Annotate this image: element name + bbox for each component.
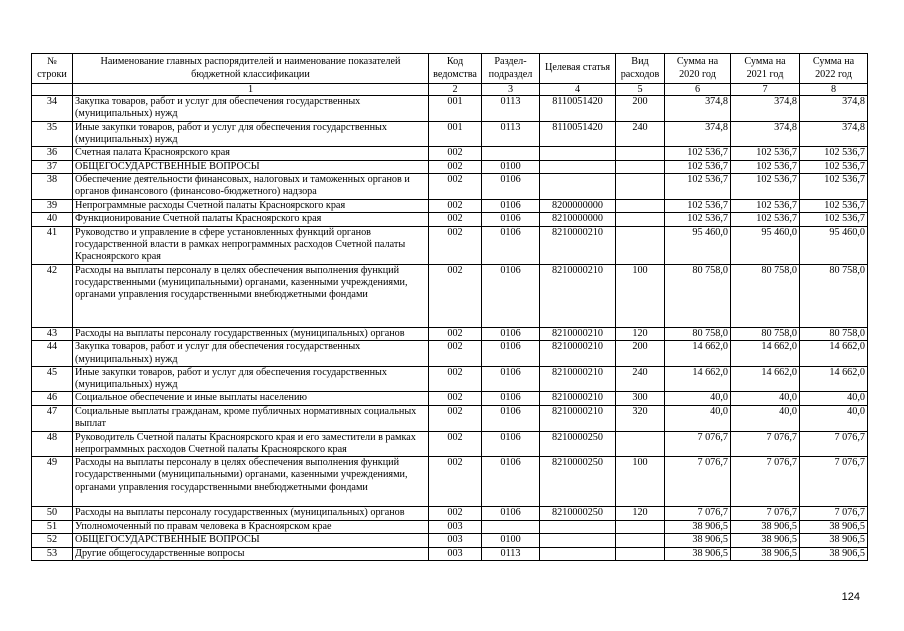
table-row	[32, 174, 868, 200]
sum-2022: 95 460,0	[800, 226, 868, 264]
expense-type	[616, 160, 665, 174]
sum-2021: 374,8	[731, 96, 800, 122]
sum-2022: 102 536,7	[800, 199, 868, 213]
department-code: 002	[429, 226, 482, 264]
section-code: 0113	[482, 547, 540, 561]
table-row	[32, 264, 868, 327]
section-code: 0106	[482, 213, 540, 227]
section-code: 0106	[482, 327, 540, 341]
department-code: 001	[429, 96, 482, 122]
header-expense-type: Вид расходов	[616, 54, 665, 84]
target-item: 8210000000	[540, 213, 616, 227]
table-row	[32, 457, 868, 507]
row-number: 36	[32, 147, 73, 161]
row-name: Расходы на выплаты персоналу государственных (муниципальных) органов	[73, 507, 429, 521]
sum-2021: 38 906,5	[731, 547, 800, 561]
row-name: Расходы на выплаты персоналу в целях обеспечения выполнения функций государственными (муниципальными) органами, казенными учреждениями, органами управления государственными внебюджетными фондами	[73, 264, 429, 327]
row-name: Иные закупки товаров, работ и услуг для обеспечения государственных (муниципальных) нужд	[73, 121, 429, 147]
header-section: Раздел-подраздел	[482, 54, 540, 84]
target-item: 8210000210	[540, 327, 616, 341]
target-item: 8210000250	[540, 431, 616, 457]
department-code: 002	[429, 264, 482, 327]
row-name: Функционирование Счетной палаты Красноярского края	[73, 213, 429, 227]
row-number: 34	[32, 96, 73, 122]
section-code: 0106	[482, 392, 540, 406]
table-row	[32, 199, 868, 213]
table-row	[32, 96, 868, 122]
section-code: 0106	[482, 341, 540, 367]
row-number: 50	[32, 507, 73, 521]
sum-2021: 7 076,7	[731, 507, 800, 521]
column-number: 3	[482, 84, 540, 96]
expense-type	[616, 431, 665, 457]
department-code: 003	[429, 534, 482, 548]
sum-2022: 102 536,7	[800, 147, 868, 161]
row-number: 40	[32, 213, 73, 227]
expense-type: 120	[616, 507, 665, 521]
column-number: 5	[616, 84, 665, 96]
expense-type	[616, 520, 665, 534]
sum-2022: 374,8	[800, 96, 868, 122]
target-item	[540, 520, 616, 534]
section-code	[482, 147, 540, 161]
sum-2020: 95 460,0	[665, 226, 731, 264]
department-code: 002	[429, 341, 482, 367]
table-row	[32, 547, 868, 561]
expense-type	[616, 534, 665, 548]
row-number: 49	[32, 457, 73, 507]
header-row-number: № строки	[32, 54, 73, 84]
sum-2022: 102 536,7	[800, 160, 868, 174]
row-name: Руководитель Счетной палаты Красноярского края и его заместители в рамках непрограммных расходов Счетной палаты Красноярского края	[73, 431, 429, 457]
section-code: 0106	[482, 199, 540, 213]
expense-type: 240	[616, 121, 665, 147]
department-code: 002	[429, 213, 482, 227]
department-code: 003	[429, 520, 482, 534]
section-code: 0100	[482, 534, 540, 548]
row-name: Другие общегосударственные вопросы	[73, 547, 429, 561]
target-item: 8210000250	[540, 457, 616, 507]
column-number: 1	[73, 84, 429, 96]
row-number: 37	[32, 160, 73, 174]
sum-2022: 38 906,5	[800, 547, 868, 561]
sum-2020: 40,0	[665, 405, 731, 431]
sum-2020: 14 662,0	[665, 341, 731, 367]
expense-type: 200	[616, 341, 665, 367]
expense-type: 120	[616, 327, 665, 341]
section-code: 0106	[482, 431, 540, 457]
section-code	[482, 520, 540, 534]
target-item: 8210000210	[540, 226, 616, 264]
table-row	[32, 534, 868, 548]
row-number: 46	[32, 392, 73, 406]
sum-2022: 38 906,5	[800, 534, 868, 548]
sum-2020: 38 906,5	[665, 534, 731, 548]
sum-2020: 14 662,0	[665, 366, 731, 392]
department-code: 002	[429, 366, 482, 392]
row-name: ОБЩЕГОСУДАРСТВЕННЫЕ ВОПРОСЫ	[73, 534, 429, 548]
row-number: 43	[32, 327, 73, 341]
target-item: 8200000000	[540, 199, 616, 213]
sum-2020: 7 076,7	[665, 431, 731, 457]
department-code: 002	[429, 392, 482, 406]
table-body	[32, 96, 868, 561]
row-number: 42	[32, 264, 73, 327]
sum-2022: 102 536,7	[800, 174, 868, 200]
row-number: 53	[32, 547, 73, 561]
target-item: 8110051420	[540, 121, 616, 147]
header-sum-2022: Сумма на 2022 год	[800, 54, 868, 84]
expense-type	[616, 547, 665, 561]
row-number: 48	[32, 431, 73, 457]
department-code: 002	[429, 174, 482, 200]
row-number: 38	[32, 174, 73, 200]
sum-2021: 374,8	[731, 121, 800, 147]
row-name: Уполномоченный по правам человека в Красноярском крае	[73, 520, 429, 534]
section-code: 0113	[482, 121, 540, 147]
expense-type: 200	[616, 96, 665, 122]
sum-2022: 80 758,0	[800, 327, 868, 341]
section-code: 0106	[482, 366, 540, 392]
sum-2022: 80 758,0	[800, 264, 868, 327]
sum-2020: 374,8	[665, 96, 731, 122]
sum-2020: 102 536,7	[665, 174, 731, 200]
section-code: 0100	[482, 160, 540, 174]
sum-2020: 102 536,7	[665, 160, 731, 174]
table-row	[32, 327, 868, 341]
header-department-code: Код ведомства	[429, 54, 482, 84]
row-number: 52	[32, 534, 73, 548]
sum-2021: 102 536,7	[731, 174, 800, 200]
department-code: 002	[429, 147, 482, 161]
header-sum-2020: Сумма на 2020 год	[665, 54, 731, 84]
sum-2022: 7 076,7	[800, 457, 868, 507]
expense-type: 300	[616, 392, 665, 406]
table-row	[32, 431, 868, 457]
sum-2022: 7 076,7	[800, 507, 868, 521]
table-row	[32, 160, 868, 174]
table-row	[32, 507, 868, 521]
sum-2020: 80 758,0	[665, 327, 731, 341]
column-number: 2	[429, 84, 482, 96]
row-number: 51	[32, 520, 73, 534]
table-row	[32, 392, 868, 406]
column-number: 8	[800, 84, 868, 96]
sum-2021: 80 758,0	[731, 327, 800, 341]
expense-type	[616, 147, 665, 161]
row-name: Непрограммные расходы Счетной палаты Красноярского края	[73, 199, 429, 213]
target-item: 8110051420	[540, 96, 616, 122]
department-code: 002	[429, 199, 482, 213]
column-number: 4	[540, 84, 616, 96]
sum-2020: 80 758,0	[665, 264, 731, 327]
expense-type: 240	[616, 366, 665, 392]
sum-2021: 7 076,7	[731, 431, 800, 457]
expense-type: 320	[616, 405, 665, 431]
row-name: Закупка товаров, работ и услуг для обеспечения государственных (муниципальных) нужд	[73, 96, 429, 122]
sum-2021: 102 536,7	[731, 147, 800, 161]
target-item: 8210000250	[540, 507, 616, 521]
table-row	[32, 341, 868, 367]
budget-table	[31, 53, 868, 561]
sum-2020: 40,0	[665, 392, 731, 406]
section-code: 0106	[482, 174, 540, 200]
table-header	[32, 54, 868, 96]
table-row	[32, 366, 868, 392]
section-code: 0106	[482, 264, 540, 327]
target-item: 8210000210	[540, 392, 616, 406]
sum-2021: 38 906,5	[731, 520, 800, 534]
row-name: ОБЩЕГОСУДАРСТВЕННЫЕ ВОПРОСЫ	[73, 160, 429, 174]
sum-2021: 95 460,0	[731, 226, 800, 264]
row-number: 44	[32, 341, 73, 367]
row-number: 39	[32, 199, 73, 213]
expense-type	[616, 213, 665, 227]
column-number: 6	[665, 84, 731, 96]
row-number: 47	[32, 405, 73, 431]
sum-2020: 7 076,7	[665, 457, 731, 507]
department-code: 002	[429, 431, 482, 457]
table-row	[32, 226, 868, 264]
table-row	[32, 405, 868, 431]
row-name: Расходы на выплаты персоналу в целях обеспечения выполнения функций государственными (муниципальными) органами, казенными учреждениями, органами управления государственными внебюджетными фондами	[73, 457, 429, 507]
row-name: Социальные выплаты гражданам, кроме публичных нормативных социальных выплат	[73, 405, 429, 431]
department-code: 001	[429, 121, 482, 147]
expense-type	[616, 174, 665, 200]
sum-2020: 7 076,7	[665, 507, 731, 521]
sum-2022: 102 536,7	[800, 213, 868, 227]
row-number: 35	[32, 121, 73, 147]
row-name: Расходы на выплаты персоналу государственных (муниципальных) органов	[73, 327, 429, 341]
table-row	[32, 213, 868, 227]
expense-type	[616, 199, 665, 213]
target-item	[540, 147, 616, 161]
sum-2020: 38 906,5	[665, 547, 731, 561]
sum-2021: 14 662,0	[731, 366, 800, 392]
expense-type	[616, 226, 665, 264]
section-code: 0106	[482, 226, 540, 264]
department-code: 002	[429, 327, 482, 341]
row-name: Руководство и управление в сфере установленных функций органов государственной власти в рамках непрограммных расходов Счетной палаты Красноярского края	[73, 226, 429, 264]
expense-type: 100	[616, 457, 665, 507]
sum-2022: 374,8	[800, 121, 868, 147]
department-code: 002	[429, 457, 482, 507]
target-item: 8210000210	[540, 366, 616, 392]
sum-2022: 38 906,5	[800, 520, 868, 534]
department-code: 003	[429, 547, 482, 561]
sum-2021: 40,0	[731, 392, 800, 406]
sum-2022: 40,0	[800, 392, 868, 406]
row-name: Социальное обеспечение и иные выплаты населению	[73, 392, 429, 406]
header-sum-2021: Сумма на 2021 год	[731, 54, 800, 84]
table-row	[32, 147, 868, 161]
table-row	[32, 520, 868, 534]
row-name: Закупка товаров, работ и услуг для обеспечения государственных (муниципальных) нужд	[73, 341, 429, 367]
section-code: 0106	[482, 405, 540, 431]
expense-type: 100	[616, 264, 665, 327]
column-number-row	[32, 84, 868, 96]
sum-2021: 40,0	[731, 405, 800, 431]
sum-2022: 14 662,0	[800, 341, 868, 367]
column-number: 7	[731, 84, 800, 96]
target-item	[540, 534, 616, 548]
target-item: 8210000210	[540, 264, 616, 327]
department-code: 002	[429, 405, 482, 431]
sum-2022: 14 662,0	[800, 366, 868, 392]
row-name: Обеспечение деятельности финансовых, налоговых и таможенных органов и органов финансового (финансово-бюджетного) надзора	[73, 174, 429, 200]
sum-2020: 102 536,7	[665, 213, 731, 227]
sum-2022: 7 076,7	[800, 431, 868, 457]
row-name: Счетная палата Красноярского края	[73, 147, 429, 161]
department-code: 002	[429, 507, 482, 521]
department-code: 002	[429, 160, 482, 174]
target-item: 8210000210	[540, 405, 616, 431]
sum-2021: 38 906,5	[731, 534, 800, 548]
header-target-item: Целевая статья	[540, 54, 616, 84]
sum-2020: 38 906,5	[665, 520, 731, 534]
table-row	[32, 121, 868, 147]
sum-2021: 102 536,7	[731, 213, 800, 227]
sum-2021: 7 076,7	[731, 457, 800, 507]
target-item	[540, 174, 616, 200]
sum-2021: 80 758,0	[731, 264, 800, 327]
sum-2021: 102 536,7	[731, 160, 800, 174]
column-number	[32, 84, 73, 96]
section-code: 0106	[482, 507, 540, 521]
row-number: 41	[32, 226, 73, 264]
sum-2020: 102 536,7	[665, 147, 731, 161]
target-item: 8210000210	[540, 341, 616, 367]
sum-2020: 374,8	[665, 121, 731, 147]
target-item	[540, 160, 616, 174]
sum-2021: 14 662,0	[731, 341, 800, 367]
section-code: 0113	[482, 96, 540, 122]
row-number: 45	[32, 366, 73, 392]
header-name: Наименование главных распорядителей и наименование показателей бюджетной классификации	[73, 54, 429, 84]
section-code: 0106	[482, 457, 540, 507]
row-name: Иные закупки товаров, работ и услуг для обеспечения государственных (муниципальных) нужд	[73, 366, 429, 392]
page-number: 124	[841, 591, 860, 603]
target-item	[540, 547, 616, 561]
sum-2021: 102 536,7	[731, 199, 800, 213]
sum-2022: 40,0	[800, 405, 868, 431]
sum-2020: 102 536,7	[665, 199, 731, 213]
